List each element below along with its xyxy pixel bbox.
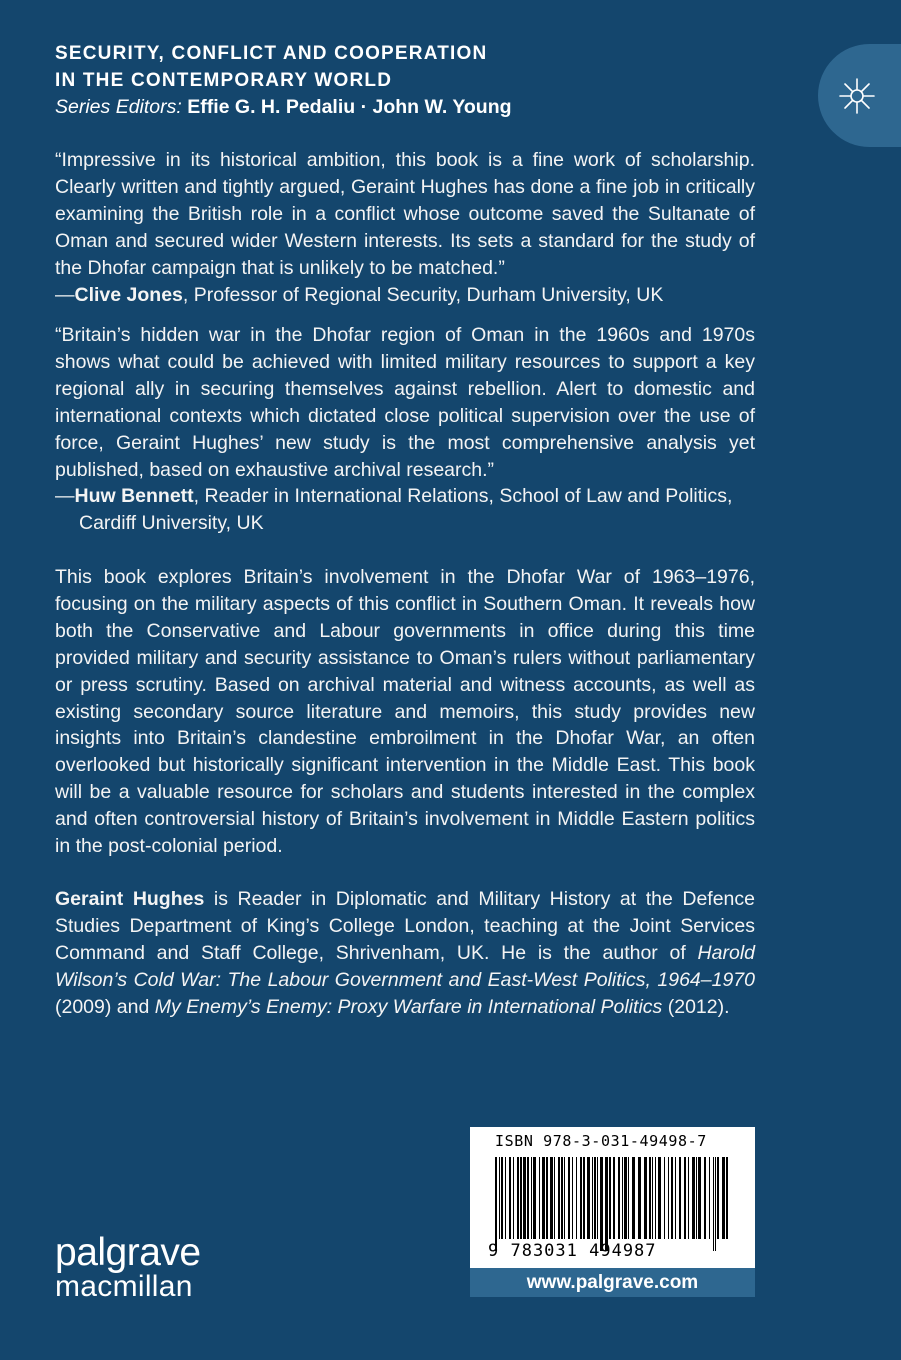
- series-title: [55, 40, 487, 94]
- author-bio-name: Geraint Hughes: [55, 888, 205, 910]
- series-editors: [55, 94, 512, 120]
- author-bio-text: [55, 886, 755, 1021]
- publisher-logo-line2: macmillan: [55, 1270, 193, 1303]
- author-bio-text3: (2012).: [662, 995, 730, 1018]
- isbn-label: ISBN 978-3-031-49498-7: [495, 1132, 707, 1150]
- review-quote-2-text: “Britain’s hidden war in the Dhofar region of Oman in the 1960s and 1970s shows what could be achieved with limited military resources to support a key regional ally in securing themselves against rebellion. Alert to domestic and international contexts which dictated close political supervision over the use of force, Geraint Hughes’ new study is the most comprehensive analysis yet published, based on exhaustive archival research.”: [55, 324, 755, 481]
- publisher-url: www.palgrave.com: [470, 1268, 755, 1297]
- review-quote-1-author: Clive Jones: [74, 283, 183, 306]
- author-bio-book2: My Enemy’s Enemy: Proxy Warfare in International Politics: [154, 995, 663, 1018]
- author-bio-text1: is Reader in Diplomatic and Military History at the Defence Studies Department of King’s College London, teaching at the Joint Services Command and Staff College, Shrivenham, UK. He is the author of: [55, 888, 755, 964]
- review-quote-2: [55, 322, 755, 537]
- review-quote-1-attribution: [55, 282, 755, 309]
- review-quote-1: [55, 147, 755, 308]
- book-description-text: This book explores Britain’s involvement in the Dhofar War of 1963–1976, focusing on the military aspects of this conflict in Southern Oman. It reveals how both the Conservative and Labour governments in office during this time provided military and security assistance to Oman’s rulers without parliamentary or press scrutiny. Based on archival material and witness accounts, as well as existing secondary source literature and memoirs, this study provides new insights into Britain’s clandestine embroilment in the Dhofar War, an often overlooked but historically significant intervention in the Middle East. This book will be a valuable resource for scholars and students interested in the complex and often controversial history of Britain’s involvement in Middle Eastern politics in the post-colonial period.: [55, 566, 755, 858]
- publisher-logo-line1: palgrave: [55, 1231, 201, 1274]
- review-quote-1-affiliation: , Professor of Regional Security, Durham University, UK: [182, 283, 664, 306]
- barcode-digits: 9 783031 494987: [488, 1241, 657, 1261]
- review-quote-2-dash: —: [55, 485, 75, 508]
- review-quote-2-author: Huw Bennett: [74, 485, 194, 508]
- series-editors-label: Series Editors:: [55, 96, 182, 118]
- author-bio-text2: (2009) and: [55, 995, 155, 1018]
- publisher-logo: [55, 1231, 201, 1304]
- review-quote-1-dash: —: [55, 283, 75, 306]
- series-title-line1: SECURITY, CONFLICT AND COOPERATION: [55, 43, 488, 64]
- barcode-box: [470, 1127, 755, 1297]
- series-editors-names: Effie G. H. Pedaliu · John W. Young: [187, 96, 512, 118]
- book-description: [55, 564, 755, 860]
- review-quote-2-affiliation: , Reader in International Relations, School of Law and Politics, Cardiff University, UK: [79, 485, 733, 535]
- review-quote-1-text: “Impressive in its historical ambition, this book is a fine work of scholarship. Clearly written and tightly argued, Geraint Hughes has done a fine job in critically examining the British role in a conflict whose outcome saved the Sultanate of Oman and secured wider Western interests. Its sets a standard for the study of the Dhofar campaign that is unlikely to be matched.”: [55, 149, 755, 279]
- series-title-line2: IN THE CONTEMPORARY WORLD: [55, 70, 393, 91]
- author-bio-book1: Harold Wilson’s Cold War: The Labour Government and East-West Politics, 1964–1970: [55, 941, 755, 991]
- review-quote-2-attribution: [55, 483, 755, 537]
- palgrave-star-icon: [838, 77, 876, 115]
- palgrave-logo-tab: [818, 44, 901, 147]
- author-bio: [55, 886, 755, 1021]
